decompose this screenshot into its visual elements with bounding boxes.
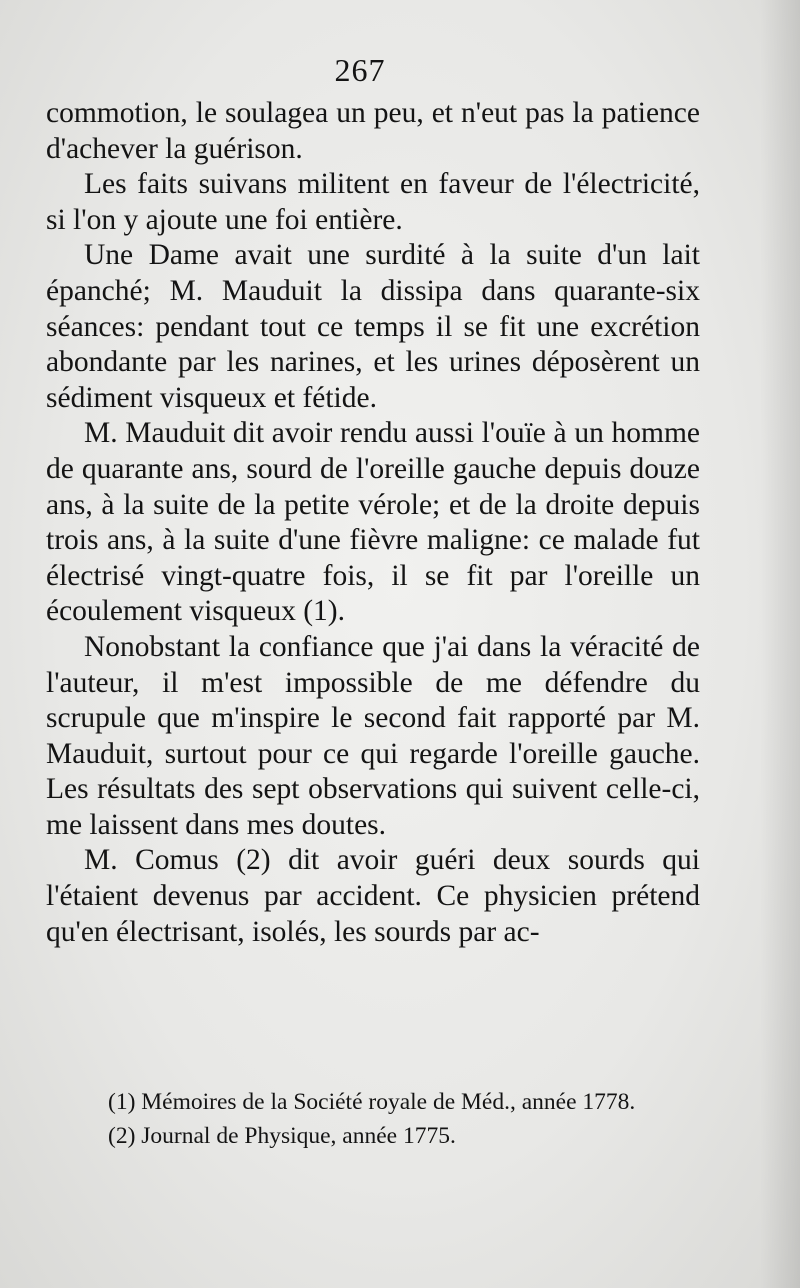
paragraph: Les faits suivans militent en faveur de l'électricité, si l'on y ajoute une foi entière. xyxy=(46,168,700,236)
paragraph-continued: commotion, le soulagea un peu, et n'eut pas la patience d'achever la guérison. xyxy=(46,97,700,165)
paragraph: M. Mauduit dit avoir rendu aussi l'ouïe à un homme de quarante ans, sourd de l'oreille gauche depuis douze ans, à la suite de la petite vérole; et de la droite depuis trois ans, à la suite d'une fièvre maligne: ce malade fut électrisé vingt-quatre fois, il se fit par l'oreille un écoulement visqueux (1). xyxy=(46,417,700,628)
footnotes xyxy=(108,1085,718,1153)
page-number: 267 xyxy=(334,52,386,88)
body-text xyxy=(46,96,700,950)
paragraph: Une Dame avait une surdité à la suite d'un lait épanché; M. Mauduit la dissipa dans quarante-six séances: pendant tout ce temps il se fit une excrétion abondante par les narines, et les urines déposèrent un sédiment visqueux et fétide. xyxy=(46,239,700,414)
paragraph: M. Comus (2) dit avoir guéri deux sourds qui l'étaient devenus par accident. Ce physicien prétend qu'en électrisant, isolés, les sourds par ac- xyxy=(46,844,700,948)
paragraph: Nonobstant la confiance que j'ai dans la véracité de l'auteur, il m'est impossible de me défendre du scrupule que m'inspire le second fait rapporté par M. Mauduit, surtout pour ce qui regarde l'oreille gauche. Les résultats des sept observations qui suivent celle-ci, me laissent dans mes doutes. xyxy=(46,630,700,841)
footnote: (1) Mémoires de la Société royale de Méd., année 1778. xyxy=(108,1089,636,1115)
page-edge-shadow xyxy=(760,0,800,1288)
footnote: (2) Journal de Physique, année 1775. xyxy=(108,1123,456,1149)
